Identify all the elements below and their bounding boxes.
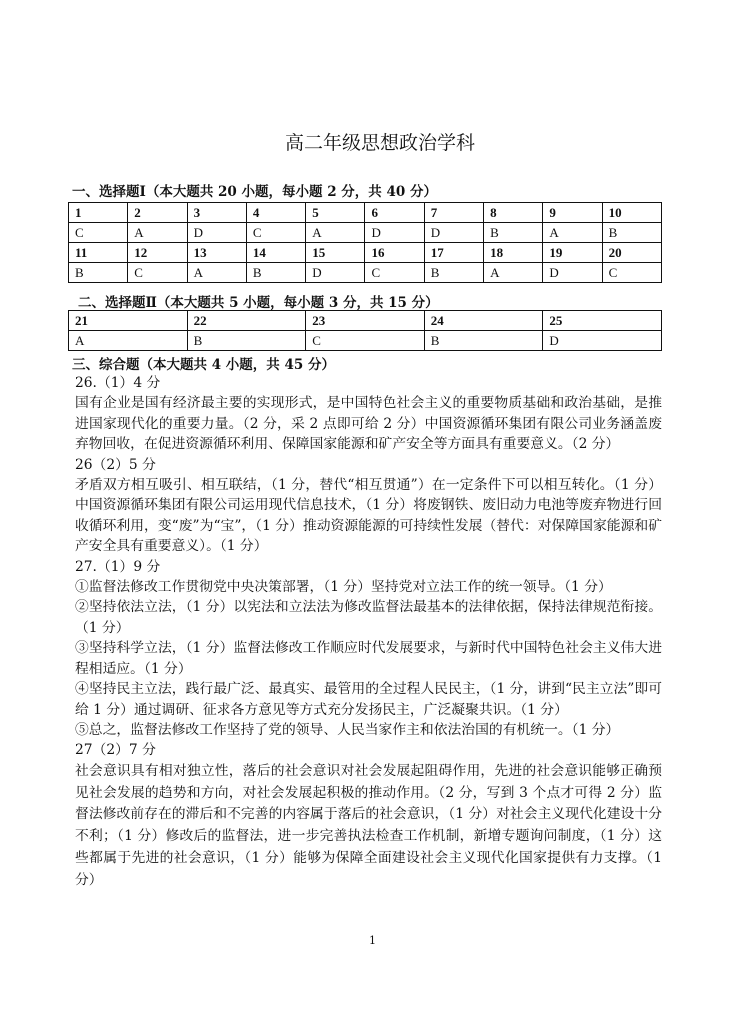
q26-1-text: 国有企业是国有经济最主要的实现形式，是中国特色社会主义的重要物质基础和政治基础，是推进国家现代化的重要力量。（2 分，采 2 点即可给 2 分）中国资源循环集团有限公司业务涵盖废弃物回收，在促进资源循环利用、保障国家能源和矿产安全等方面具有重要意义。（2 分） [75,395,662,453]
answer-cell: A [187,263,246,283]
answer-cell: D [187,223,246,243]
answer-cell: D [424,223,483,243]
question-number-cell: 17 [424,243,483,263]
question-number-cell: 15 [306,243,365,263]
answer-cell: D [306,263,365,283]
page-number: 1 [369,934,376,947]
question-number-cell: 20 [602,243,661,263]
question-number-cell: 10 [602,203,661,223]
answer-cell: B [246,263,305,283]
answer-row [69,223,662,243]
answer-cell: B [69,263,128,283]
q27-1-point: ③坚持科学立法，（1 分）监督法修改工作顺应时代发展要求，与新时代中国特色社会主义伟大进程相适应。（1 分） [75,640,662,677]
answer-cell: A [484,263,543,283]
answer-cell: C [602,263,661,283]
question-number-cell: 9 [543,203,602,223]
question-number-cell: 18 [484,243,543,263]
question-number-row [69,311,662,331]
answer-cell: A [543,223,602,243]
question-number-cell: 8 [484,203,543,223]
answer-cell: C [69,223,128,243]
q27-2-text: 社会意识具有相对独立性，落后的社会意识对社会发展起阻碍作用，先进的社会意识能够正确预见社会发展的趋势和方向，对社会发展起积极的推动作用。（2 分，写到 3 个点才可得 2 分）监督法修改前存在的滞后和不完善的内容属于落后的社会意识，（1 分）对社会主义现代化建设十分不利；（1 分）修改后的监督法，进一步完善执法检查工作机制，新增专题询问制度，（1 分）这些都属于先进的社会意识，（1 分）能够为保障全面建设社会主义现代化国家提供有力支撑。（1 分） [75,762,662,888]
answer-cell: C [365,263,424,283]
answer-cell: C [246,223,305,243]
question-number-cell: 4 [246,203,305,223]
q26-1-label: 26.（1）4 分 [75,375,161,391]
answer-cell: A [306,223,365,243]
answer-cell: B [602,223,661,243]
q27-1-point: ②坚持依法立法，（1 分）以宪法和立法法为修改监督法最基本的法律依据，保持法律规范衔接。（1 分） [75,599,662,636]
question-number-cell: 22 [187,311,306,331]
answer-row [69,263,662,283]
question-number-cell: 1 [69,203,128,223]
answer-cell: B [424,331,543,351]
question-number-row [69,243,662,263]
answer-cell: C [306,331,425,351]
question-number-cell: 6 [365,203,424,223]
section1-heading: 一、选择题Ⅰ（本大题共 20 小题，每小题 2 分，共 40 分） [72,184,437,200]
question-number-cell: 2 [128,203,187,223]
question-number-cell: 13 [187,243,246,263]
section3-answers [75,373,662,892]
answer-cell: D [365,223,424,243]
q27-1-label: 27.（1）9 分 [75,558,161,575]
q26-2-label: 26（2）5 分 [75,456,156,473]
q27-2-label: 27（2）7 分 [75,742,156,759]
section3-heading: 三、综合题（本大题共 4 小题，共 45 分） [72,357,335,373]
answer-cell: D [543,331,662,351]
section2-heading: 二、选择题Ⅱ（本大题共 5 小题，每小题 3 分，共 15 分） [78,295,439,311]
answer-table-section2 [68,310,662,351]
answer-cell: B [187,331,306,351]
question-number-cell: 12 [128,243,187,263]
answer-cell: B [484,223,543,243]
question-number-cell: 21 [69,311,188,331]
answer-cell: B [424,263,483,283]
q27-1-point: ④坚持民主立法，践行最广泛、最真实、最管用的全过程人民民主，（1 分，讲到“民主立法”即可给 1 分）通过调研、征求各方意见等方式充分发扬民主，广泛凝聚共识。（1 分） [75,681,662,718]
question-number-cell: 24 [424,311,543,331]
answer-row [69,331,662,351]
answer-cell: A [128,223,187,243]
question-number-cell: 25 [543,311,662,331]
question-number-cell: 11 [69,243,128,263]
question-number-cell: 3 [187,203,246,223]
question-number-cell: 19 [543,243,602,263]
question-number-cell: 7 [424,203,483,223]
question-number-cell: 16 [365,243,424,263]
answer-table-section1 [68,202,662,283]
q26-2-text: 矛盾双方相互吸引、相互联结，（1 分，替代“相互贯通”）在一定条件下可以相互转化。（1 分）中国资源循环集团有限公司运用现代信息技术，（1 分）将废钢铁、废旧动力电池等废弃物进行回收循环利用，变“废”为“宝”，（1 分）推动资源能源的可持续性发展（替代：对保障国家能源和矿产安全具有重要意义）。（1 分） [75,477,662,555]
answer-cell: D [543,263,602,283]
question-number-cell: 23 [306,311,425,331]
question-number-row [69,203,662,223]
question-number-cell: 14 [246,243,305,263]
document-title: 高二年级思想政治学科 [284,132,475,154]
answer-cell: A [69,331,188,351]
q27-1-point: ①监督法修改工作贯彻党中央决策部署，（1 分）坚持党对立法工作的统一领导。（1 分） [75,579,612,596]
question-number-cell: 5 [306,203,365,223]
answer-cell: C [128,263,187,283]
q27-1-point: ⑤总之，监督法修改工作坚持了党的领导、人民当家作主和依法治国的有机统一。（1 分） [75,721,620,738]
